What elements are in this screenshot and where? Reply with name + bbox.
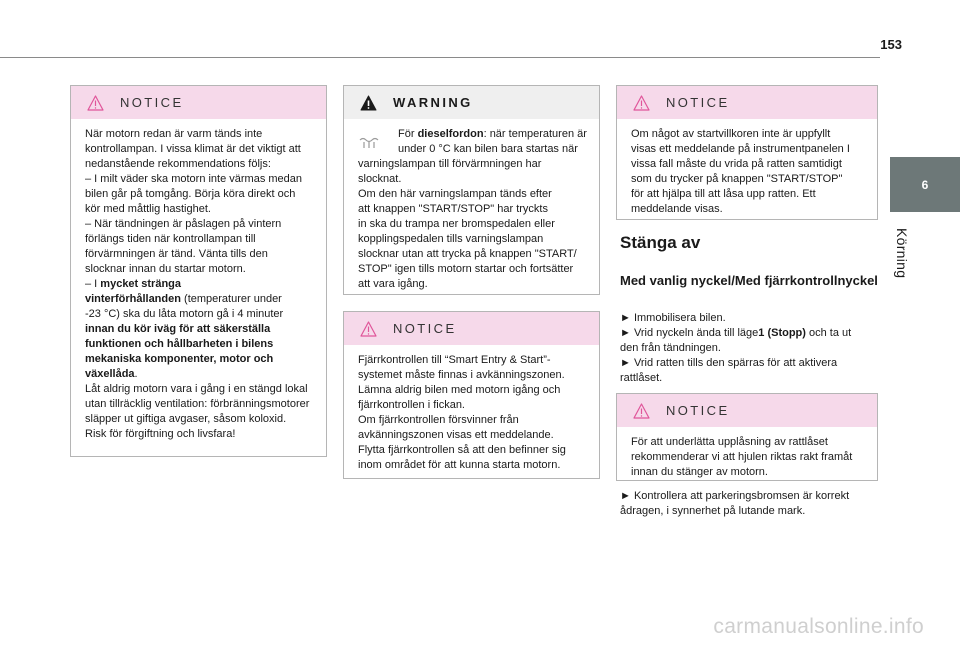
notice-line: -23 °C) ska du låta motorn gå i 4 minuter — [85, 308, 284, 320]
notice-line: som du trycker på knappen "START/STOP" — [631, 173, 843, 185]
notice-line: funktionen och hållbarheten i bilens — [85, 338, 274, 350]
notice-line: – När tändningen är påslagen på vintern — [85, 218, 282, 230]
notice-box-right-top — [616, 85, 878, 220]
notice-line: växellåda. — [85, 368, 138, 380]
section-heading: Stänga av — [620, 233, 701, 252]
notice-line: Flytta fjärrkontrollen så att den befinner sig — [358, 444, 566, 456]
notice-line: för att hjälpa till att låsa upp ratten. Ett — [631, 188, 816, 200]
notice-line: förvärmningen är tänd. Vänta tills den — [85, 248, 268, 260]
notice-box-left — [70, 85, 327, 457]
notice-header — [71, 86, 326, 119]
notice-line: kontrollampan. I vissa klimat är det viktigt att — [85, 143, 301, 155]
warning-intro-row — [358, 127, 593, 157]
notice-line: utan tillräcklig ventilation: förbränningsmotorer — [85, 398, 310, 410]
notice-line: Om något av startvillkoren inte är uppfyllt — [631, 128, 831, 140]
warning-line: kopplingspedalen tills varningslampan — [358, 233, 544, 245]
notice-title: NOTICE — [120, 95, 184, 110]
section-tab-number: 6 — [921, 177, 929, 192]
notice-header — [617, 394, 877, 427]
step-line: ► Vrid nyckeln ända till läge1 (Stopp) och ta ut — [620, 327, 852, 339]
warning-triangle-icon — [360, 95, 377, 111]
notice-line: fjärrkontrollen i fickan. — [358, 399, 465, 411]
warning-line: att knappen "START/STOP" har tryckts — [358, 203, 548, 215]
notice-header — [617, 86, 877, 119]
glow-plug-icon — [358, 127, 398, 157]
notice-title: NOTICE — [666, 403, 730, 418]
notice-line: avkänningszonen visas ett meddelande. — [358, 429, 554, 441]
notice-line: – I mycket stränga — [85, 278, 182, 290]
warning-line: slocknar utan att trycka på knappen "START/ — [358, 248, 577, 260]
notice-body — [617, 427, 877, 480]
step-line: ådragen, i synnerhet på lutande mark. — [620, 505, 806, 517]
notice-triangle-icon — [633, 403, 650, 419]
watermark[interactable]: carmanualsonline.info — [713, 615, 924, 638]
notice-line: Låt aldrig motorn vara i gång i en stängd lokal — [85, 383, 308, 395]
warning-line: För dieselfordon: när temperaturen är — [398, 128, 587, 140]
notice-title: NOTICE — [393, 321, 457, 336]
warning-line: under 0 °C kan bilen bara startas när — [398, 143, 578, 155]
notice-line: För att underlätta upplåsning av rattlåset — [631, 436, 828, 448]
notice-line: slocknar innan du startar motorn. — [85, 263, 246, 275]
notice-line: meddelande visas. — [631, 203, 723, 215]
step-line: ► Immobilisera bilen. — [620, 312, 726, 324]
notice-box-right-bottom — [616, 393, 878, 481]
notice-line: förlängs tiden när kontrollampan till — [85, 233, 256, 245]
warning-line: in ska du trampa ner bromspedalen eller — [358, 218, 555, 230]
warning-box — [343, 85, 600, 295]
warning-title: WARNING — [393, 95, 473, 110]
notice-line: Fjärrkontrollen till “Smart Entry & Start”- — [358, 354, 551, 366]
step-line: den från tändningen. — [620, 342, 721, 354]
page-number: 153 — [880, 37, 902, 52]
notice-line: kör med måttlig hastighet. — [85, 203, 211, 215]
step-line: rattlåset. — [620, 372, 663, 384]
notice-line: Om fjärrkontrollen försvinner från — [358, 414, 519, 426]
notice-line: Lämna aldrig bilen med motorn igång och — [358, 384, 561, 396]
step-line: ► Kontrollera att parkeringsbromsen är korrekt — [620, 490, 850, 502]
notice-line: vinterförhållanden (temperaturer under — [85, 293, 282, 305]
notice-line: innan du stänger av motorn. — [631, 466, 768, 478]
notice-triangle-icon — [633, 95, 650, 111]
notice-line: När motorn redan är varm tänds inte — [85, 128, 263, 140]
notice-line: bilen går på tomgång. Börja köra direkt och — [85, 188, 296, 200]
notice-line: rekommenderar vi att hjulen riktas rakt framåt — [631, 451, 853, 463]
top-rule — [0, 57, 880, 58]
notice-triangle-icon — [87, 95, 104, 111]
warning-line: Om den här varningslampan tänds efter — [358, 188, 552, 200]
notice-line: – I milt väder ska motorn inte värmas medan — [85, 173, 303, 185]
section-tab[interactable] — [890, 157, 960, 212]
notice-triangle-icon — [360, 321, 377, 337]
warning-header — [344, 86, 599, 119]
warning-line: slocknat. — [358, 173, 402, 185]
notice-line: visas ett meddelande på instrumentpanelen I — [631, 143, 850, 155]
section-label: Körning — [894, 228, 910, 279]
warning-line: varningslampan till förvärmningen har — [358, 158, 542, 170]
notice-line: nedanstående rekommendations följs: — [85, 158, 271, 170]
final-step — [620, 489, 882, 519]
warning-line: att vara igång. — [358, 278, 428, 290]
notice-line: systemet måste finnas i avkänningszonen. — [358, 369, 565, 381]
section-subheading: Med vanlig nyckel/Med fjärrkontrollnyckel — [620, 273, 878, 288]
notice-body — [71, 119, 326, 442]
notice-line: Risk för förgiftning och livsfara! — [85, 428, 236, 440]
notice-line: inom området för att kunna starta motorn. — [358, 459, 561, 471]
warning-line: STOP" igen tills motorn startar och fortsätter — [358, 263, 574, 275]
warning-intro-text — [398, 127, 587, 157]
notice-line: mekaniska komponenter, motor och — [85, 353, 274, 365]
notice-box-middle — [343, 311, 600, 479]
notice-header — [344, 312, 599, 345]
notice-line: vissa fall måste du vrida på ratten samtidigt — [631, 158, 842, 170]
notice-line: innan du kör iväg för att säkerställa — [85, 323, 271, 335]
notice-title: NOTICE — [666, 95, 730, 110]
notice-body — [617, 119, 877, 217]
stop-steps — [620, 311, 882, 386]
step-line: ► Vrid ratten tills den spärras för att aktivera — [620, 357, 838, 369]
notice-body — [344, 345, 599, 473]
notice-line: släpper ut giftiga avgaser, såsom koloxid. — [85, 413, 287, 425]
warning-body — [344, 119, 599, 292]
